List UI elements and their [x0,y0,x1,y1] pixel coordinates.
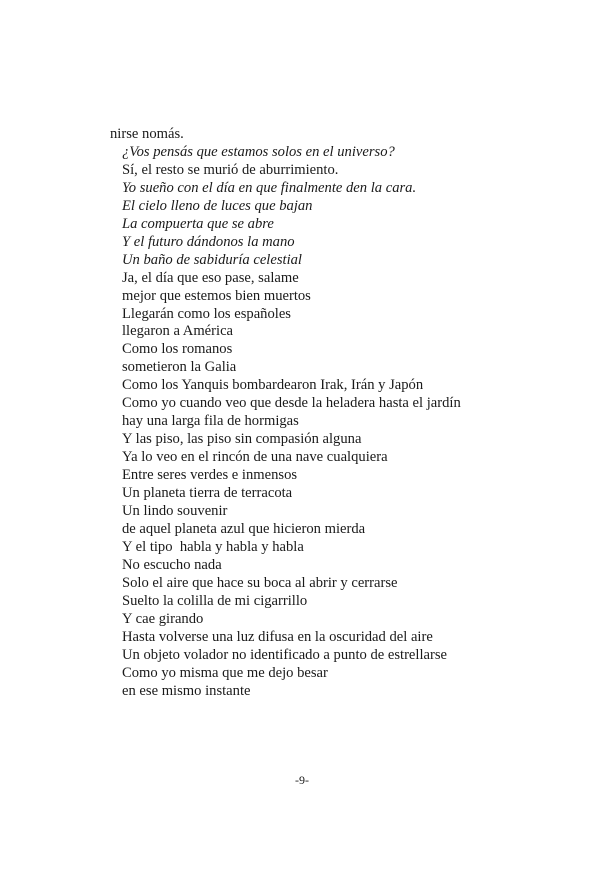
text-line: Y las piso, las piso sin compasión alguna [122,431,362,448]
text-line: Ya lo veo en el rincón de una nave cualquiera [122,449,388,466]
text-line: Solo el aire que hace su boca al abrir y cerrarse [122,574,398,591]
text-line: Como yo cuando veo que desde la heladera hasta el jardín [122,395,461,412]
text-line: de aquel planeta azul que hicieron mierda [122,520,366,537]
text-line: Entre seres verdes e inmensos [122,467,298,484]
text-line: El cielo lleno de luces que bajan [122,197,313,214]
text-line: Hasta volverse una luz difusa en la oscuridad del aire [122,628,433,645]
text-line: hay una larga fila de hormigas [122,413,299,430]
text-line: ¿Vos pensás que estamos solos en el universo? [122,143,395,160]
text-line: mejor que estemos bien muertos [122,287,311,304]
text-line: nirse nomás. [110,126,184,142]
text-body [110,126,580,701]
text-line: en ese mismo instante [122,682,251,699]
text-line: Un planeta tierra de terracota [122,485,293,502]
text-line: Como los romanos [122,341,233,358]
text-line: Como yo misma que me dejo besar [122,664,328,681]
text-line: Y el tipo habla y habla y habla [122,538,304,555]
text-line: Un objeto volador no identificado a punto de estrellarse [122,646,448,663]
text-line: Como los Yanquis bombardearon Irak, Irán y Japón [122,377,424,394]
text-line: Yo sueño con el día en que finalmente den la cara. [122,179,417,196]
text-line: Un lindo souvenir [122,503,228,520]
page-number: -9- [295,773,309,787]
text-line: Ja, el día que eso pase, salame [122,269,299,286]
text-line: Y cae girando [122,610,204,627]
text-line: Un baño de sabiduría celestial [122,251,302,268]
text-line: Y el futuro dándonos la mano [122,233,295,250]
text-line: No escucho nada [122,556,222,573]
text-line: Sí, el resto se murió de aburrimiento. [122,161,339,178]
text-line: sometieron la Galia [122,359,237,376]
text-line: La compuerta que se abre [122,215,274,232]
text-line: Suelto la colilla de mi cigarrillo [122,592,308,609]
text-line: llegaron a América [122,323,234,340]
text-line: Llegarán como los españoles [122,305,291,322]
